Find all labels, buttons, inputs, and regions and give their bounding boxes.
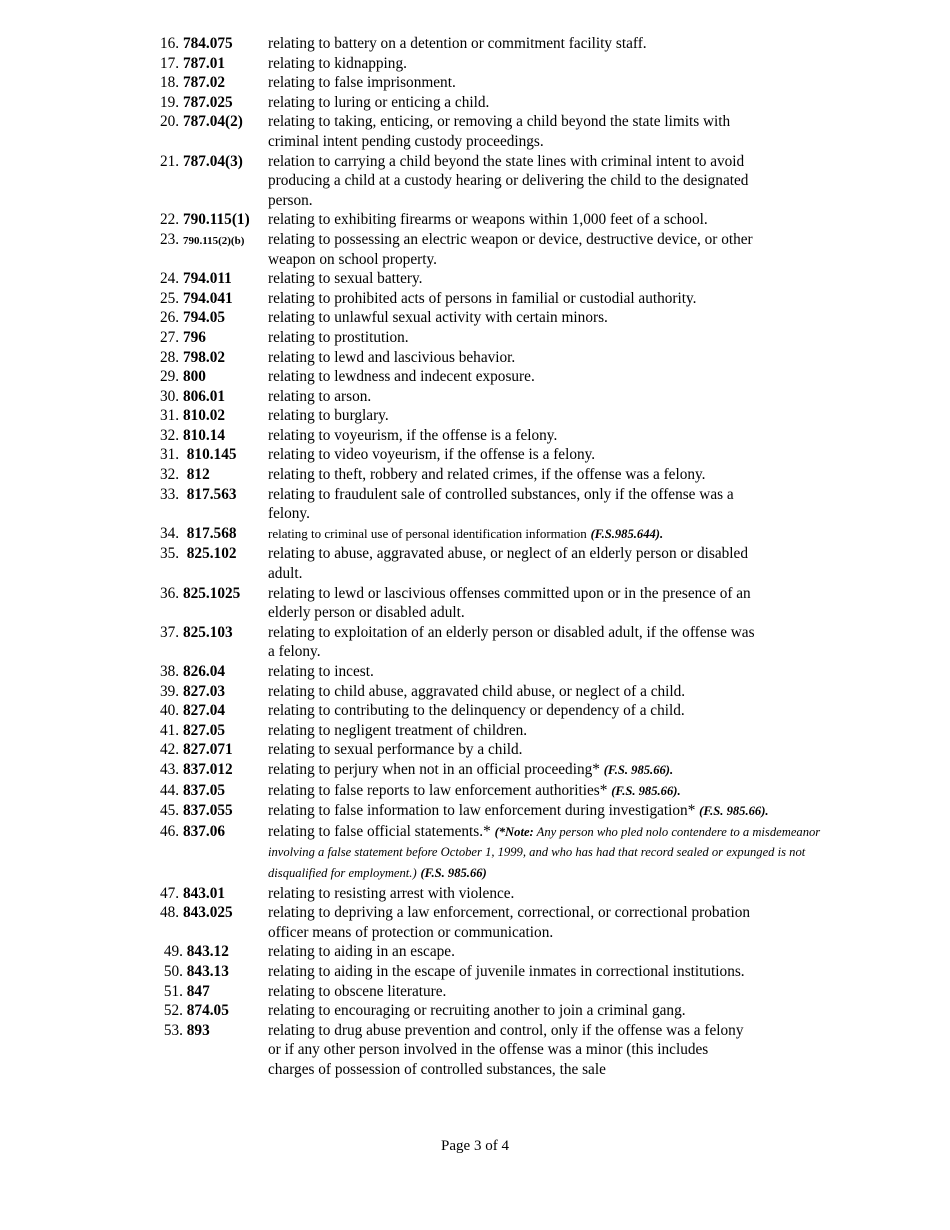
item-number: 32. [160,426,180,444]
item-description: relating to sexual battery. [268,270,423,288]
list-item [160,760,860,781]
list-item [160,962,860,982]
item-number: 52. [163,1002,183,1020]
item-number: 33. [160,485,180,503]
list-item [160,781,860,802]
item-description: relating to obscene literature. [268,982,447,1000]
statute-section: 794.05 [182,309,226,327]
item-number: 39. [160,682,180,700]
statute-section: 893 [186,1021,210,1039]
list-item [160,544,860,583]
item-description: relating to kidnapping. [268,54,407,72]
item-description: relating to prostitution. [268,328,409,346]
list-item [160,93,860,113]
statute-section: 837.05 [182,781,226,799]
item-number: 40. [160,702,180,720]
list-item [160,289,860,309]
item-number: 27. [160,328,180,346]
statute-section: 827.05 [182,721,226,739]
statute-section: 827.03 [182,682,226,700]
item-description: relating to depriving a law enforcement, correctional, or correctional probation officer means of protection or communication. [268,904,751,941]
item-description: relating to false official statements.* [268,822,491,840]
item-description: relating to criminal use of personal identification information [268,525,587,541]
statute-section: 784.075 [182,35,233,52]
item-description: relating to arson. [268,387,372,405]
item-number: 46. [160,822,180,840]
list-item [160,903,860,942]
statute-section: 796 [182,328,206,346]
item-number: 50. [163,962,183,980]
list-item [160,682,860,702]
item-description: relating to theft, robbery and related crimes, if the offense was a felony. [268,466,706,484]
list-item [160,54,860,74]
item-number: 47. [160,884,180,902]
statute-section: 810.145 [186,446,237,464]
statute-section: 798.02 [182,348,226,366]
statute-citation: (F.S. 985.66). [611,783,681,798]
item-description: relating to sexual performance by a child. [268,741,523,759]
list-item [160,740,860,760]
list-item [160,112,860,151]
item-description: relating to aiding in the escape of juvenile inmates in correctional institutions. [268,962,745,980]
statute-citation: (F.S. 985.66) [420,865,487,880]
statute-citation: (F.S. 985.66). [603,762,674,777]
item-description: relating to luring or enticing a child. [268,93,490,111]
list-item [160,367,860,387]
list-item [160,584,860,623]
list-item [160,1021,860,1080]
list-item [160,623,860,662]
note-text: Any person who pled nolo contendere to a misdemeanor involving a false statement before October 1, 1999, and who has had that record sealed or expunged is not disqualified for employment.) [268,824,821,880]
item-description: relating to burglary. [268,407,389,425]
list-item [160,426,860,446]
list-item [160,308,860,328]
statute-section: 790.115(2)(b) [182,234,245,247]
item-number: 16. [160,35,180,52]
item-number: 36. [160,584,180,602]
item-description: relating to possessing an electric weapon or device, destructive device, or other weapon on school property. [268,230,753,268]
item-description: relating to unlawful sexual activity with certain minors. [268,309,608,327]
item-description: relating to battery on a detention or commitment facility staff. [268,35,647,52]
statute-section: 787.04(3) [182,152,243,170]
item-number: 48. [160,904,180,922]
list-item [160,210,860,230]
item-number: 44. [160,781,180,799]
item-description: relating to resisting arrest with violence. [268,884,515,902]
list-item [160,701,860,721]
list-item [160,34,860,54]
list-item [160,328,860,348]
statute-section: 812 [186,466,210,484]
item-number: 29. [160,368,180,386]
item-description: relating to fraudulent sale of controlled substances, only if the offense was a felony. [268,485,734,523]
item-number: 34. [160,524,180,542]
list-item [160,230,860,269]
page-number: Page 3 of 4 [441,1138,509,1154]
item-description: relating to perjury when not in an official proceeding* [268,760,600,778]
statute-section: 825.102 [186,545,237,563]
item-number: 41. [160,721,180,739]
statute-section: 817.563 [186,485,237,503]
statute-section: 787.025 [182,93,233,111]
list-item [160,269,860,289]
statute-section: 837.055 [182,802,233,820]
item-number: 31. [160,446,180,464]
item-number: 45. [160,802,180,820]
item-number: 26. [160,309,180,327]
item-number: 37. [160,623,180,641]
item-number: 53. [163,1021,183,1039]
statute-section: 787.04(2) [182,113,243,131]
item-number: 25. [160,289,180,307]
list-item [160,445,860,465]
item-number: 35. [160,545,180,563]
list-item [160,822,860,884]
list-item [160,801,860,822]
item-number: 51. [163,982,183,1000]
statute-citation: (F.S.985.644). [590,526,664,541]
list-item [160,406,860,426]
list-item [160,465,860,485]
statute-section: 810.14 [182,426,226,444]
item-description: relating to negligent treatment of children. [268,721,528,739]
statute-section: 794.011 [182,270,232,288]
item-description: relating to abuse, aggravated abuse, or neglect of an elderly person or disabled adult. [268,545,748,583]
list-item [160,982,860,1002]
item-number: 43. [160,760,180,778]
statute-section: 827.071 [182,741,233,759]
statute-citation: (F.S. 985.66). [699,804,769,819]
item-number: 19. [160,93,180,111]
item-number: 21. [160,152,180,170]
list-item [160,524,860,545]
statute-section: 790.115(1) [182,211,250,229]
statute-section: 826.04 [182,663,226,680]
item-number: 23. [160,230,180,248]
statute-section: 837.06 [182,822,226,840]
list-item [160,884,860,904]
item-description: relating to false reports to law enforcement authorities* [268,781,608,799]
list-item [160,387,860,407]
list-item [160,1001,860,1021]
statute-section: 843.13 [186,962,229,980]
item-number: 20. [160,113,180,131]
item-number: 22. [160,211,180,229]
item-number: 42. [160,741,180,759]
item-description: relating to lewd or lascivious offenses committed upon or in the presence of an elderly person or disabled adult. [268,584,751,622]
note-label: (*Note: [494,824,534,839]
item-number: 38. [160,663,180,680]
item-description: relating to voyeurism, if the offense is a felony. [268,426,558,444]
statute-list [160,34,860,1079]
list-item [160,485,860,524]
item-description: relating to lewd and lascivious behavior. [268,348,516,366]
statute-section: 810.02 [182,407,226,425]
item-description: relating to exploitation of an elderly person or disabled adult, if the offense was a felony. [268,623,755,661]
item-description: relating to drug abuse prevention and control, only if the offense was a felony or if any other person involved in the offense was a minor (this includes charges of possession of controlled substances, the sale [268,1021,744,1078]
item-description: relating to aiding in an escape. [268,943,455,961]
item-number: 49. [163,943,183,961]
statute-section: 874.05 [186,1002,229,1020]
statute-section: 806.01 [182,387,226,405]
list-item [160,942,860,962]
statute-section: 794.041 [182,289,233,307]
item-number: 24. [160,270,180,288]
item-description: relating to incest. [268,663,374,680]
statute-section: 843.01 [182,884,226,902]
item-description: relating to lewdness and indecent exposure. [268,368,535,386]
item-number: 18. [160,74,180,92]
list-item [160,73,860,93]
list-item [160,662,860,682]
statute-section: 827.04 [182,702,226,720]
statute-section: 837.012 [182,760,233,778]
item-description: relating to video voyeurism, if the offense is a felony. [268,446,596,464]
statute-section: 787.01 [182,54,226,72]
item-number: 31. [160,407,180,425]
list-item [160,348,860,368]
statute-section: 800 [182,368,206,386]
statute-section: 787.02 [182,74,226,92]
item-description: relation to carrying a child beyond the state lines with criminal intent to avoid producing a child at a custody hearing or delivering the child to the designated person. [268,152,749,209]
statute-section: 847 [186,982,210,1000]
list-item [160,721,860,741]
statute-section: 843.12 [186,943,229,961]
item-number: 32. [160,466,180,484]
statute-section: 817.568 [186,524,237,542]
list-item [160,152,860,211]
item-description: relating to false information to law enforcement during investigation* [268,802,696,820]
item-description: relating to taking, enticing, or removing a child beyond the state limits with criminal intent pending custody proceedings. [268,113,731,150]
item-description: relating to contributing to the delinquency or dependency of a child. [268,702,685,720]
statute-section: 825.1025 [182,584,241,602]
item-number: 17. [160,54,180,72]
item-description: relating to false imprisonment. [268,74,456,92]
item-description: relating to exhibiting firearms or weapons within 1,000 feet of a school. [268,211,708,229]
item-description: relating to child abuse, aggravated child abuse, or neglect of a child. [268,682,686,700]
statute-section: 843.025 [182,904,233,922]
item-description: relating to encouraging or recruiting another to join a criminal gang. [268,1002,686,1020]
item-number: 30. [160,387,180,405]
item-description: relating to prohibited acts of persons in familial or custodial authority. [268,289,697,307]
statute-section: 825.103 [182,623,233,641]
item-number: 28. [160,348,180,366]
